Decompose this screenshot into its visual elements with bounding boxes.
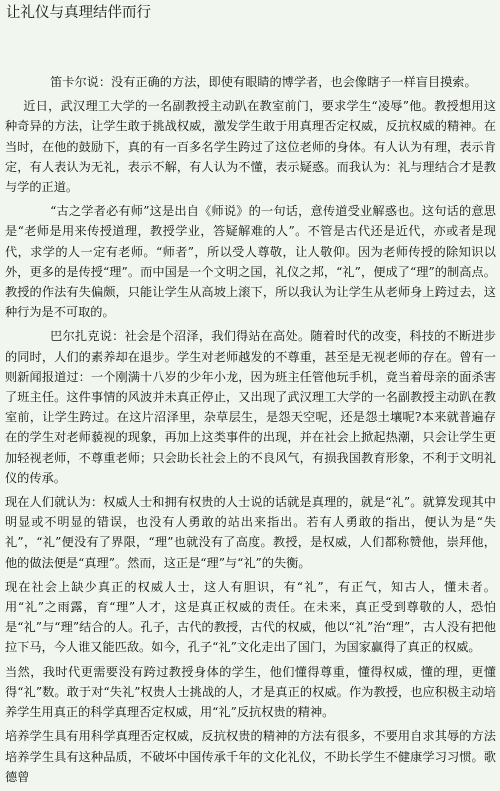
paragraph: “古之学者必有师”这是出自《师说》的一句话，意传道受业解惑也。这句话的意思是“老师是用来传授道理，教授学业，答疑解难的人”。不管是古代还是近代，亦或者是现代，求学的人一定有老师。“师者”，所以受人尊敬，让人敬仰。因为老师传授的除知识以外，更多的是传授“理”。而中国是一个文明之国，礼仪之邦，“礼”，便成了“理”的制高点。教授的作法有失偏颇，只能让学生从高坡上滚下，所以我认为让学生从老师身上跨过去，这种行为是不可取的。 — [5, 204, 496, 320]
document-title: 让礼仪与真理结伴而行 — [6, 5, 151, 21]
paragraph: 笛卡尔说：没有正确的方法，即使有眼睛的博学者，也会像瞎子一样盲目摸索。 — [50, 75, 477, 89]
paragraph: 当然，我时代更需要没有跨过教授身体的学生，他们懂得尊重，懂得权威，懂的理，更懂得“礼”数。敢于对“失礼”权贵人士挑战的人，才是真正的权威。作为教授，也应积极主动培养学生用真正的科学真理否定权威，用“礼”反抗权贵的精神。 — [5, 664, 496, 720]
paragraph: 巴尔扎克说：社会是个沼泽，我们得站在高处。随着时代的改变，科技的不断进步的同时，人们的素养却在退步。学生对老师越发的不尊重，甚至是无视老师的存在。曾有一则新闻报道过：一个刚满十八岁的少年小龙，因为班主任管他玩手机，竟当着母亲的面杀害了班主任。这件事情的风波并未真正停止，又出现了武汉理工大学的一名副教授主动趴在教室前，让学生跨过。在这片沼泽里，杂草层生，是怨天空呢，还是怨土壤呢?本来就普遍存在的学生对老师藐视的现象，再加上这类事件的出现，并在社会上掀起热潮，只会让学生更加轻视老师，不尊重老师；只会助长社会上的不良风气，有损我国教育形象，不利于文明礼仪的传承。 — [5, 329, 496, 485]
paragraph: 现在人们就认为：权威人士和拥有权贵的人士说的话就是真理的，就是“礼”。就算发现其中明显或不明显的错误，也没有人勇敢的站出来指出。若有人勇敢的指出，便认为是“失礼”，“礼”便没有了界限，“理”也就没有了高度。教授，是权威，人们都称赞他，崇拜他，他的做法便是“真理”。然而，这正是“理”与“礼”的失衡。 — [5, 495, 496, 570]
paragraph: 现在社会上缺少真正的权威人士，这人有胆识，有“礼”，有正气，知古人，懂未者。用“礼”之雨露，育“理”人才，这是真正权威的责任。在未来，真正受到尊敬的人，恐怕是“礼”与“理”结合的人。孔子，古代的教授，古代的权威，他以“礼”治“理”，古人没有把他拉下马，今人谁又能匹敌。如今，孔子“礼”文化走出了国门，为国家赢得了真正的权威。 — [5, 579, 496, 655]
paragraph: 近日，武汉理工大学的一名副教授主动趴在教室前门，要求学生“凌辱”他。教授想用这种奇异的方法，让学生敢于挑战权威，激发学生敢于用真理否定权威，反抗权威的精神。在当时，在他的鼓励下，真的有一百多名学生跨过了这位老师的身体。有人认为有理，表示肯定，有人表认为无礼，表示不解，有人认为不懂，表示疑惑。而我认为：礼与理结合才是教与学的正道。 — [5, 99, 496, 195]
document-body — [5, 72, 496, 791]
paragraph: 培养学生具有用科学真理否定权威，反抗权贵的精神的方法有很多，不要用自求其辱的方法培养学生具有这种品质，不破坏中国传承千年的文化礼仪，不助长学生不健康学习习惯。歌德曾 — [5, 729, 496, 784]
